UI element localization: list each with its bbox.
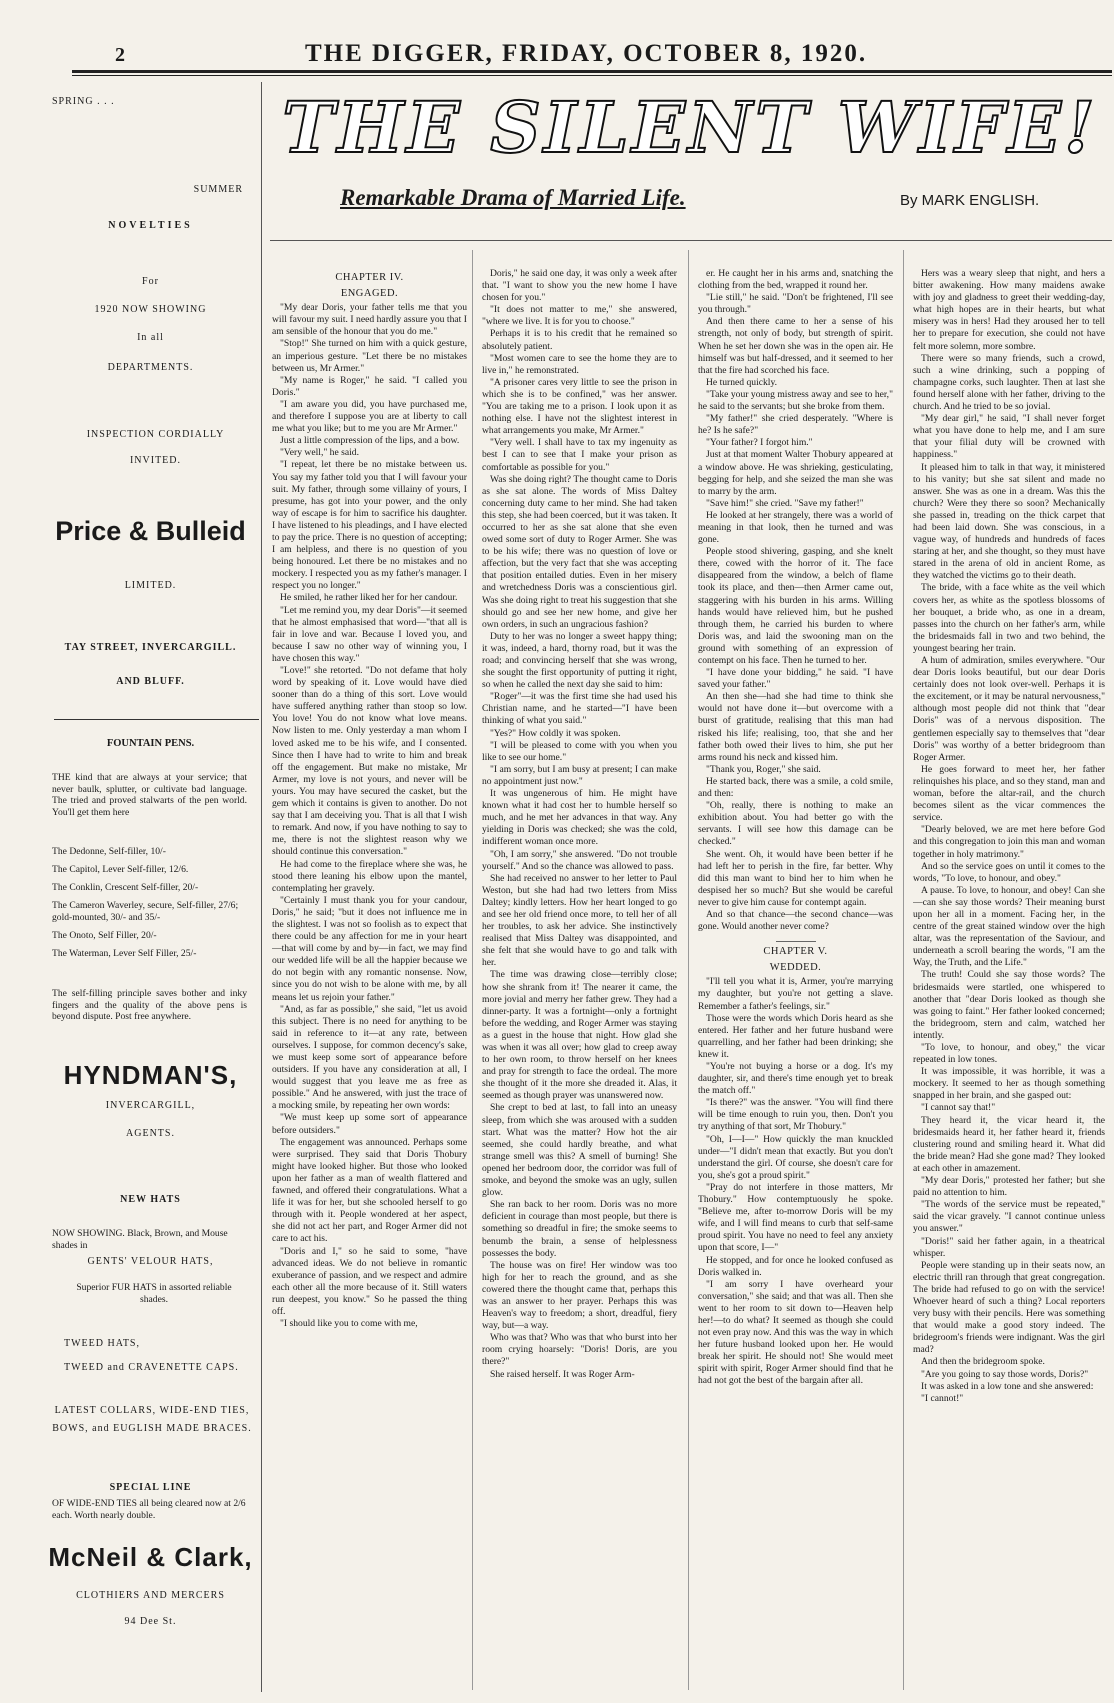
pen-item: The Cameron Waverley, secure, Self-filler, 27/6; gold-mounted, 30/- and 35/-: [52, 900, 239, 923]
story-paragraph: Just at that moment Walter Thobury appeared at a window above. He was shrieking, gesticulating, begging for help, and she seized the man she was to marry by the arm.: [698, 449, 893, 497]
masthead-rule: [72, 70, 1112, 73]
ad-pens-intro: THE kind that are always at your service; that never baulk, splutter, or cultivate bad language. The tried and proved stalwarts of the pen world. You'll get them here: [52, 772, 247, 818]
story-paragraph: "Your father? I forgot him.": [706, 437, 813, 449]
story-paragraph: "Lie still," he said. "Don't be frightened, I'll see you through.": [698, 292, 893, 316]
pen-item: The Capitol, Lever Self-filler, 12/6.: [52, 864, 189, 875]
story-paragraph: er. He caught her in his arms and, snatching the clothing from the bed, wrapped it round her.: [698, 268, 893, 292]
story-paragraph: "Doris!" said her father again, in a theatrical whisper.: [913, 1235, 1105, 1259]
story-paragraph: The engagement was announced. Perhaps some were surprised. They said that Doris Thobury might have looked higher. But those who looked upon her father as a man of wealth flattered and fawned, and offered their congratulations. What a life it was for her, but she schooled herself to go through with it. People wondered at her aspect, she did not act her part, and Roger Armer did not care to act his.: [272, 1136, 467, 1245]
pen-list: [52, 840, 250, 966]
story-paragraph: "I am sorry, but I am busy at present; I can make no appointment just now.": [482, 763, 677, 787]
pen-item: The Waterman, Lever Self Filler, 25/-: [52, 948, 197, 959]
story-paragraph: The time was drawing close—terribly close; how she shrank from it! The nearer it came, the more jovial and merry her father grew. They had a dinner-party. It was a fortnight—only a fortnight before the wedding, and Roger Armer was staying as a guest in the house that night. How glad she was when it was all over; how glad to creep away to her own room, to throw herself on her knees and pray for strength to face the ordeal. The more she thought of it the more she dreaded it. Alas, it seemed as though prayer was unanswered now.: [482, 969, 677, 1102]
headline-rule: [270, 240, 1112, 241]
story-paragraph: "My dear Doris, your father tells me that you will favour my suit. I need hardly assure you that I am sensible of the honour that you do me.": [272, 302, 467, 338]
pen-item: The Dedonne, Self-filler, 10/-: [52, 846, 166, 857]
ad-hyndman: [48, 1060, 253, 1091]
story-paragraph: He started back, there was a smile, a cold smile, and then:: [698, 775, 893, 800]
story-paragraph: And so the service goes on until it comes to the words, "To love, to honour, and obey.": [913, 860, 1105, 884]
story-paragraph: "I will be pleased to come with you when you like to see our home.": [482, 739, 677, 763]
story-paragraph: "Very well. I shall have to tax my ingenuity as best I can to see that I make your prison as comfortable as possible for you.": [482, 437, 677, 473]
brand-mcneil-clark: McNeil & Clark,: [48, 1542, 253, 1572]
story-paragraph: "Stop!" She turned on him with a quick gesture, an imperious gesture. "Let there be no mistakes between us, Mr Armer.": [272, 338, 467, 374]
story-paragraph: Just a little compression of the lips, and a bow.: [280, 435, 460, 447]
story-paragraph: A hum of admiration, smiles everywhere. "Our dear Doris looks beautiful, but our dear Doris certainly does not look over-well. Perhaps it is the excitement, or it may be natural nervousness," although most people did not think that "dear Doris" was of a nervous disposition. The gentlemen especially say to themselves that "dear Doris" was worthy of a better bridegroom than Roger Armer.: [913, 655, 1105, 763]
ad-address: 94 Dee St.: [124, 1616, 177, 1627]
story-paragraph: He turned quickly.: [706, 376, 778, 388]
story-paragraph: She went. Oh, it would have been better if he had left her to perish in the fire, far better. Why did this man want to bind her to him when he despised her so much? But she would be careful never to give him cause for contempt again.: [698, 848, 893, 908]
story-paragraph: He goes forward to meet her, her father relinquishes his place, and so they stand, man and woman, before the altar-rail, and the church becomes silent as the vicar commences the service.: [913, 763, 1105, 824]
ad-new-hats: NEW HATS: [120, 1194, 181, 1205]
story-paragraph: "Oh, I am sorry," she answered. "Do not trouble yourself." And so the chance was allowed to pass.: [482, 848, 677, 872]
chapter-title: WEDDED.: [769, 962, 822, 974]
ad-now-showing: 1920 NOW SHOWING: [94, 304, 207, 315]
ad-tweed-hats: TWEED HATS,: [64, 1338, 140, 1349]
chapter-heading: CHAPTER V.: [763, 946, 828, 958]
story-paragraph: "I have done your bidding," he said. "I have saved your father.": [698, 667, 893, 691]
column-rule: [472, 250, 473, 1690]
story-paragraph: Was she doing right? The thought came to Doris as she sat alone. The words of Miss Daltey concerning duty came to her mind. She had taken this step, she had been coerced, but it was taken. It occurred to her as she sat alone that she even owed some sort of duty to Roger Armer. She was to be his wife; there was no question of love or affection, but the very fact that she was accepting that position entailed duties. Even in her misery and wretchedness Doris was a conscientious girl. Was she doing right to treat his suggestion that she should go and see her new home, and give her own orders, in such an ungracious fashion?: [482, 473, 677, 630]
story-paragraph: It pleased him to talk in that way, it ministered to his vanity; but she sat silent and made no answer. She was as one in a dream. Was this the church? Were they there so soon? Mechanically she passed in, treading on the thick carpet that had been laid down. She was conscious, in a vague way, of hundreds and hundreds of faces staring at her, and she thought, so they must have stared in the arena of old in ancient Rome, as they watched the victims go to their death.: [913, 461, 1105, 582]
story-paragraph: And so that chance—the second chance—was gone. Would another never come?: [698, 908, 893, 933]
story-paragraph: "Are you going to say those words, Doris?": [921, 1368, 1089, 1380]
masthead: [0, 26, 1114, 76]
story-paragraph: "I repeat, let there be no mistake between us. You say my father told you that I will favour your suit. My father, through some villainy of yours, I presume, has got into your power, and the only way of escape is for him to sacrifice his daughter. I have listened to his pleadings, and I have elected to pay the price. There is no question of accepting; I am helpless, and there is no question of you being honoured. Let there be no mistakes and no mockery. I respected you as my father's manager. I respect you no longer.": [272, 459, 467, 592]
ad-pens-outro: The self-filling principle saves bother and inky fingers and the quality of the above pens is beyond dispute. Post free anywhere.: [52, 988, 247, 1022]
ad-invercargill: INVERCARGILL,: [105, 1100, 196, 1111]
column-rule: [688, 250, 689, 1690]
column-1-text: [272, 302, 467, 1330]
story-paragraph: He had come to the fireplace where she was, he stood there leaning his elbow upon the mantel, contemplating her gravely.: [272, 858, 467, 894]
story-paragraph: "I cannot!": [921, 1392, 964, 1404]
story-paragraph: "A prisoner cares very little to see the prison in which she is to be confined," was her answer. "You are taking me to a prison. I look upon it as nothing else. I have not the slightest interest in what arrangements you make, Mr Armer.": [482, 376, 677, 437]
story-paragraph: "Roger"—it was the first time she had used his Christian name, and he started—"I have been thinking of what you said.": [482, 691, 677, 727]
story-paragraph: "And, as far as possible," she said, "let us avoid this subject. There is no need for anything to be said in reference to it—at any rate, between ourselves. I suppose, for common decency's sake, we must keep some sort of appearance before outsiders. If you have any consideration at all, I would suggest that you leave me as free as possible." And he answered, with just the trace of a mocking smile, by repeating her own words:: [272, 1003, 467, 1112]
chapter-title: ENGAGED.: [340, 288, 399, 300]
ad-divider-1: [54, 719, 259, 720]
column-3-text-a: [698, 268, 893, 933]
story-paragraph: "Is there?" was the answer. "You will find there will be time enough to ruin you, then. Don't you try anything of that sort, Mr Thobury.": [698, 1097, 893, 1133]
story-paragraph: It was asked in a low tone and she answered:: [921, 1380, 1094, 1392]
ad-collars: LATEST COLLARS, WIDE-END TIES, BOWS, and EUGLISH MADE BRACES.: [52, 1405, 252, 1434]
story-paragraph: Perhaps it is to his credit that he remained so absolutely patient.: [482, 328, 677, 352]
ad-tay-street: TAY STREET, INVERCARGILL.: [64, 642, 237, 653]
column-4-text: [913, 268, 1105, 1405]
ad-clothiers: CLOTHIERS AND MERCERS: [76, 1590, 225, 1601]
story-paragraph: She had received no answer to her letter to Paul Weston, but she had had two letters from Miss Daltey; kindly letters. How her heart longed to go and see her old friend once more, to tell her of all her troubles, to ask her advice. She instinctively realised that Miss Daltey was disappointed, and she felt that she would have to go and talk with her.: [482, 872, 677, 969]
story-paragraph: "I cannot say that!": [921, 1102, 996, 1114]
ad-price-bulleid: [48, 516, 253, 547]
story-paragraph: "Save him!" she cried. "Save my father!": [706, 497, 864, 509]
masthead-title: THE DIGGER, FRIDAY, OCTOBER 8, 1920.: [305, 40, 868, 67]
story-paragraph: "I am aware you did, you have purchased me, and therefore I suppose you are at liberty to call me what you like; but to me you are Mr Armer.": [272, 398, 467, 435]
column-2-text: [482, 268, 677, 1381]
ad-wide-end: OF WIDE-END TIES all being cleared now at 2/6 each. Worth nearly double.: [52, 1498, 246, 1521]
story-paragraph: It was ungenerous of him. He might have known what it had cost her to humble herself so much, and he met her advances in that way. Any yielding in Doris was checked; she was the cold, indifferent woman once more.: [482, 788, 677, 848]
story-paragraph: A pause. To love, to honour, and obey! Can she—can she say those words? Their meaning burst upon her all in a moment. Facing her, in the centre of the great stained window over the high altar, was the representation of the Saviour, and underneath a scroll bearing the words, "I am the Way, the Truth, and the Life.": [913, 884, 1105, 969]
pen-item: The Conklin, Crescent Self-filler, 20/-: [52, 882, 199, 893]
story-paragraph: "It does not matter to me," she answered, "where we live. It is for you to choose.": [482, 304, 677, 328]
story-subhead: Remarkable Drama of Married Life.: [340, 185, 686, 210]
story-paragraph: "I should like you to come with me,: [280, 1318, 418, 1330]
story-paragraph: "The words of the service must be repeated," said the vicar gravely. "I cannot continue unless you answer.": [913, 1199, 1105, 1235]
chapter-heading: CHAPTER IV.: [335, 272, 404, 283]
story-paragraph: Who was that? Who was that who burst into her room crying hoarsely: "Doris! Doris, are you there?": [482, 1332, 677, 1368]
story-paragraph: And then there came to her a sense of his strength, not only of body, but strength of spirit. When he set her down she was in the open air. He himself was but half-dressed, and it seemed to her that the fire had scorched his face.: [698, 316, 893, 376]
story-paragraph: "Pray do not interfere in those matters, Mr Thobury." How contemptuously he spoke. "Believe me, after to-morrow Doris will be my wife, and I will find means to curb that self-same proud spirit. You have no need to feel any anxiety upon that score, I—": [698, 1181, 893, 1254]
ad-summer: SUMMER: [193, 184, 243, 195]
story-paragraph: "Let me remind you, my dear Doris"—it seemed that he almost emphasised that word—"that all is fair in love and war. Because I loved you, and because I saw no other way of winning you, I have chosen this way.": [272, 604, 467, 664]
story-paragraph: "Dearly beloved, we are met here before God and this congregation to join this man and woman together in holy matrimony.": [913, 824, 1105, 860]
ad-now-showing-hats: NOW SHOWING. Black, Brown, and Mouse shades in: [52, 1228, 228, 1251]
column-3-text-b: [698, 976, 893, 1387]
story-paragraph: It was impossible, it was horrible, it was a mockery. It seemed to her as though something snapped in her brain, and she gasped out:: [913, 1066, 1105, 1102]
story-paragraph: An then she—had she had time to think she would not have done it—but overcome with a burst of gratitude, realising that this man had risked his life; realising, too, that she and her father both owed their lives to him, she put her arms round his neck and kissed him.: [698, 691, 893, 763]
story-paragraph: "You're not buying a horse or a dog. It's my daughter, sir, and there's time enough yet to break the match off.": [698, 1061, 893, 1097]
story-paragraph: "My name is Roger," he said. "I called you Doris.": [272, 374, 467, 398]
story-column-4: [913, 268, 1105, 1693]
story-paragraph: He smiled, he rather liked her for her candour.: [280, 592, 458, 604]
ad-agents: AGENTS.: [126, 1128, 175, 1139]
column-rule: [903, 250, 904, 1690]
story-paragraph: He stopped, and for once he looked confused as Doris walked in.: [698, 1254, 893, 1278]
story-column-1: [272, 268, 467, 1693]
story-paragraph: "We must keep up some sort of appearance before outsiders.": [272, 1112, 467, 1136]
story-byline: By MARK ENGLISH.: [900, 192, 1040, 209]
story-paragraph: Duty to her was no longer a sweet happy thing; it was, indeed, a hard, thorny road, but it was the road; and convincing herself that she was wrong, she sought the first opportunity of putting it right, so when he called the next day she said to him:: [482, 630, 677, 691]
page-number: 2: [115, 44, 125, 66]
ad-spring: SPRING . . .: [52, 96, 115, 107]
story-paragraph: He looked at her strangely, there was a world of meaning in that look, then he turned and was gone.: [698, 509, 893, 546]
masthead-rule-thin: [72, 75, 1112, 76]
ad-departments: DEPARTMENTS.: [107, 362, 194, 373]
story-paragraph: Those were the words which Doris heard as she entered. Her father and her future husband were quarrelling, and her father had been drinking; she knew it.: [698, 1012, 893, 1060]
ad-and-bluff: AND BLUFF.: [116, 676, 185, 687]
ad-velour-hats: GENTS' VELOUR HATS,: [87, 1256, 214, 1267]
story-paragraph: She crept to bed at last, to fall into an uneasy sleep, from which she was aroused with a sudden start. What was the matter? How hot the air seemed, she could hardly breathe, and what strange smell was this? A smell of burning! She opened her bedroom door, the corridor was full of smoke, and beyond the smoke was an ugly, sullen glow.: [482, 1102, 677, 1199]
story-paragraph: They heard it, the vicar heard it, the bridesmaids heard it, her father heard it, friends clustering round and smiling heard it. What did the bride mean? Had she gone mad? They looked at each other in amazement.: [913, 1114, 1105, 1174]
ad-limited: LIMITED.: [124, 580, 177, 591]
story-paragraph: "Thank you, Roger," she said.: [706, 763, 821, 775]
story-paragraph: She raised herself. It was Roger Arm-: [490, 1368, 635, 1380]
story-paragraph: "I'll tell you what it is, Armer, you're marrying my daughter, but you're not getting a slave. Remember a father's feelings, sir.": [698, 976, 893, 1012]
ad-fur-hats: Superior FUR HATS in assorted reliable shades.: [76, 1282, 232, 1305]
story-paragraph: "I am sorry I have overheard your conversation," she said; and that was all. Then she went to her room to sit down to—Heaven help her!—to do what? It seemed as though she could not even pray now. And this was the way in which her future husband looked upon her. He would break her spirit. He should not! She would meet spirit with spirit, Roger Armer should find that he had not got the best of the bargain after all.: [698, 1278, 893, 1387]
story-paragraph: The bride, with a face white as the veil which covers her, as white as the spotless blossoms of her bouquet, a bride who, as one in a dream, passes into the church on her father's arm, while the bridesmaids fall in two and two behind, the youngest bearing her train.: [913, 582, 1105, 654]
ad-novelties: NOVELTIES: [108, 220, 193, 231]
story-column-2: [482, 268, 677, 1693]
story-paragraph: "Oh, I—I—" How quickly the man knuckled under—"I didn't mean that exactly. But you don't understand the girl. Of course, she doesn't care for you, she's got a proud spirit.": [698, 1133, 893, 1181]
story-paragraph: She ran back to her room. Doris was no more deficient in courage than most people, but there is something so dreadful in fire; the smoke seems to benumb the brain, a sense of helplessness possesses the body.: [482, 1199, 677, 1259]
story-paragraph: "My father!" she cried desperately. "Where is he? Is he safe?": [698, 413, 893, 437]
ad-for: For: [142, 276, 159, 287]
story-paragraph: "Love!" she retorted. "Do not defame that holy word by speaking of it. Love would have died sooner than do a thing of this sort. Love would have suffered anything rather than stoop so low. You love! You do not know what love means. Now listen to me. Only yesterday a man whom I loved asked me to be his wife, and I consented. Since then I have had to write to him and break off the engagement. But make no mistake, Mr Armer, my love is not yours, and never will be yours. You may have secured the casket, but the gem which it contains is given to another. Do not say that I am deceiving you. That is all that I wish to remark. And now, if you have nothing to say to me, there is not the slightest reason why we should continue this conversation.": [272, 665, 467, 858]
ad-inspection: INSPECTION CORDIALLY INVITED.: [86, 429, 225, 466]
ad-in-all: In all: [137, 332, 164, 343]
story-paragraph: And then the bridegroom spoke.: [921, 1356, 1045, 1368]
ad-mcneil: [48, 1542, 253, 1573]
story-paragraph: "Most women care to see the home they are to live in," he remonstrated.: [482, 352, 677, 376]
ad-tweed-caps: TWEED and CRAVENETTE CAPS.: [64, 1362, 239, 1373]
story-paragraph: "To love, to honour, and obey," the vicar repeated in low tones.: [913, 1042, 1105, 1066]
story-paragraph: "My dear girl," he said, "I shall never forget what you have done to help me, and I am sure that your filial duty will be crowned with happiness.": [913, 413, 1105, 461]
advertisement-column: [48, 82, 253, 1692]
story-paragraph: "Oh, really, there is nothing to make an exhibition about. You had better go with the servants. I will see how this damage can be checked.": [698, 800, 893, 848]
brand-hyndman: HYNDMAN'S,: [63, 1060, 238, 1090]
story-paragraph: "Certainly I must thank you for your candour, Doris," he said; "but it does not influence me in the slightest. I was not so foolish as to expect that there could be any affection for me in your heart—that will come by and by—in fact, we may find our wedded life will be all the happier because we do not begin with any romantic nonsense. Now, since you do not wish to be alone with me, by all means let us rejoin your father.": [272, 894, 467, 1003]
story-column-3: [698, 268, 893, 1693]
story-paragraph: People stood shivering, gasping, and she knelt there, cowed with the horror of it. The face disappeared from the window, a belch of flame took its place, and then—then Armer came out, staggering with his burden in his arms. Willing hands would have relieved him, but he pushed through them, he carried his burden to where Doris was, and laid the swooning man on the ground with something of an expression of contempt on his face. Then he turned to her.: [698, 546, 893, 666]
story-paragraph: The house was on fire! Her window was too high for her to reach the ground, and as she cowered there the thought came that, perhaps this was an answer to her prayer. Perhaps this was Heaven's way to freedom; a short, dreadful, fiery way, but—a way.: [482, 1259, 677, 1332]
story-paragraph: "Take your young mistress away and see to her," he said to the servants; but she broke from them.: [698, 388, 893, 413]
ad-fountain-pens: FOUNTAIN PENS.: [106, 738, 195, 749]
story-paragraph: There were so many friends, such a crowd, such a wine drinking, such a popping of champagne corks, such laughter. Then at last she found herself alone with her father, driving to the church. And he tried to be so jovial.: [913, 352, 1105, 413]
story-paragraph: "My dear Doris," protested her father; but she paid no attention to him.: [913, 1175, 1105, 1199]
ads-divider: [261, 82, 262, 1692]
story-paragraph: People were standing up in their seats now, an electric thrill ran through that great congregation. The bride had refused to go on with the service! Whoever heard of such a thing? Local reporters very busy with their pencils. Here was something that would make a good story indeed. The bridegroom's friends were indignant. Was the girl mad?: [913, 1259, 1105, 1356]
story-paragraph: The truth! Could she say those words? The bridesmaids were startled, one whispered to another that "dear Doris looked as though she was going to faint." Her father looked concerned; the bridegroom, stern and calm, watched her intently.: [913, 969, 1105, 1041]
story-paragraph: "Yes?" How coldly it was spoken.: [490, 727, 621, 739]
chapter-divider: [776, 941, 816, 942]
story-paragraph: Hers was a weary sleep that night, and hers a bitter awakening. How many maidens awake with joy and gladness to greet their wedding-day, what high hopes are in their hearts, but what misery was in hers! Had they aroused her to tell her to prepare for execution, she could not have felt more solemn, more sombre.: [913, 268, 1105, 352]
story-headline: THE SILENT WIFE!: [282, 86, 1098, 169]
brand-price-bulleid: Price & Bulleid: [55, 516, 246, 546]
story-paragraph: Doris," he said one day, it was only a week after that. "I want to show you the new home I have chosen for you.": [482, 268, 677, 304]
story-paragraph: "Doris and I," so he said to some, "have advanced ideas. We do not believe in romantic exuberance of passion, and we respect and admire each other all the more because of it. Still waters run deepest, you know." So he passed the thing off.: [272, 1245, 467, 1317]
ad-special-line: SPECIAL LINE: [109, 1482, 192, 1493]
pen-item: The Onoto, Self Filler, 20/-: [52, 930, 157, 941]
story-paragraph: "Very well," he said.: [280, 447, 359, 459]
